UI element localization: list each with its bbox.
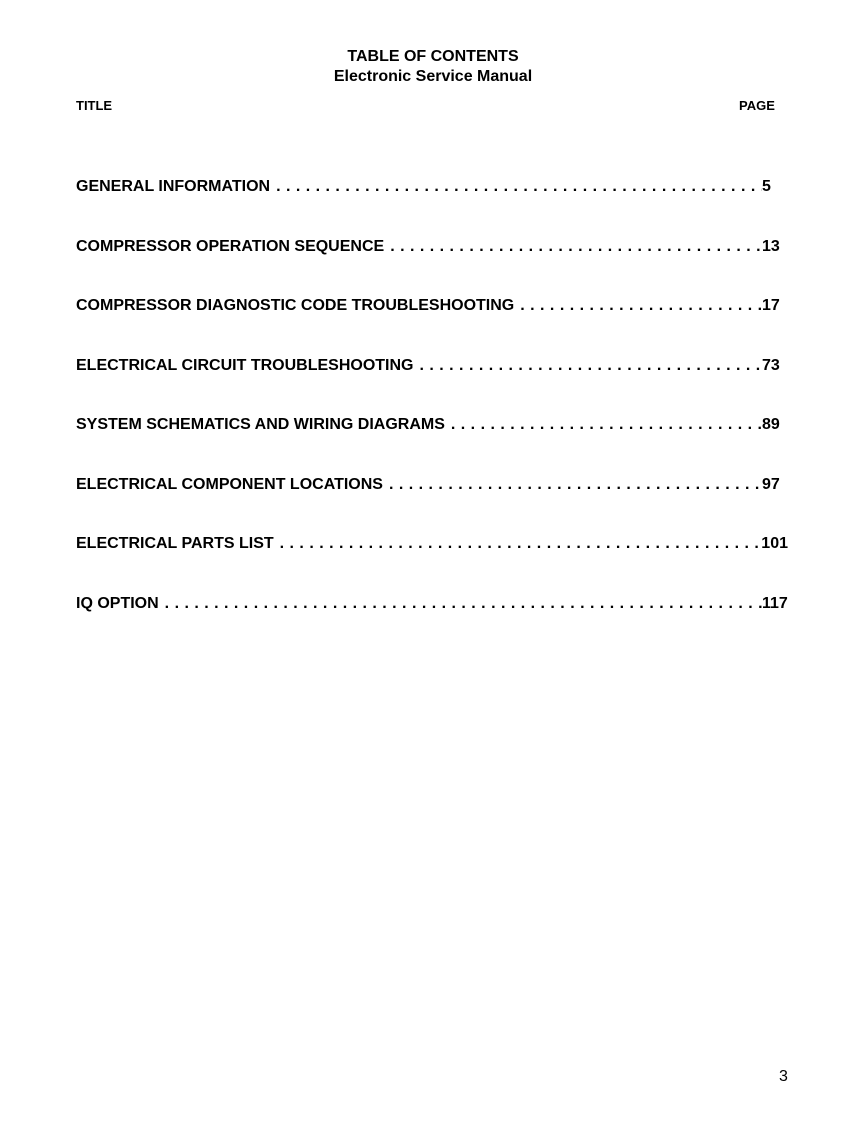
page-number: 3 xyxy=(779,1068,788,1085)
dot-leader xyxy=(445,414,762,436)
toc-entry-compressor-diagnostic-code-troubleshooting[interactable] xyxy=(76,295,788,317)
toc-entry-page: 5 xyxy=(762,178,771,195)
dot-leader xyxy=(384,236,762,258)
toc-entry-label: SYSTEM SCHEMATICS AND WIRING DIAGRAMS xyxy=(76,416,445,433)
toc-entry-label: COMPRESSOR DIAGNOSTIC CODE TROUBLESHOOTING xyxy=(76,297,515,314)
dot-leader xyxy=(413,355,762,377)
toc-entry-compressor-operation-sequence[interactable] xyxy=(76,236,788,258)
toc-entry-label: ELECTRICAL CIRCUIT TROUBLESHOOTING xyxy=(76,357,414,374)
page-column-header: PAGE xyxy=(739,98,775,113)
toc-entry-label: ELECTRICAL PARTS LIST xyxy=(76,535,274,552)
toc-entry-page: 101 xyxy=(761,535,788,552)
toc-entry-page: 17 xyxy=(762,297,780,314)
toc-entry-label: GENERAL INFORMATION xyxy=(76,178,271,195)
toc-entry-label: IQ OPTION xyxy=(76,595,159,612)
toc-entry-system-schematics-and-wiring-diagrams[interactable] xyxy=(76,414,788,436)
dot-leader xyxy=(514,295,762,317)
toc-entry-page: 73 xyxy=(762,357,780,374)
page-title: TABLE OF CONTENTS xyxy=(347,48,519,65)
toc-entry-electrical-component-locations[interactable] xyxy=(76,474,788,496)
toc-entry-electrical-parts-list[interactable] xyxy=(76,533,788,555)
title-column-header: TITLE xyxy=(76,98,113,113)
dot-leader xyxy=(383,474,762,496)
toc-entry-page: 117 xyxy=(762,595,788,612)
toc-entry-electrical-circuit-troubleshooting[interactable] xyxy=(76,355,788,377)
dot-leader xyxy=(159,593,762,615)
toc-entry-general-information[interactable] xyxy=(76,176,788,198)
toc-entry-iq-option[interactable] xyxy=(76,593,788,615)
toc-entry-page: 13 xyxy=(762,238,780,255)
toc-entry-page: 89 xyxy=(762,416,780,433)
page-subtitle: Electronic Service Manual xyxy=(333,68,533,85)
dot-leader xyxy=(274,533,762,555)
dot-leader xyxy=(270,176,762,198)
toc-entry-label: COMPRESSOR OPERATION SEQUENCE xyxy=(76,238,385,255)
toc-entry-page: 97 xyxy=(762,476,780,493)
toc-entry-label: ELECTRICAL COMPONENT LOCATIONS xyxy=(76,476,383,493)
